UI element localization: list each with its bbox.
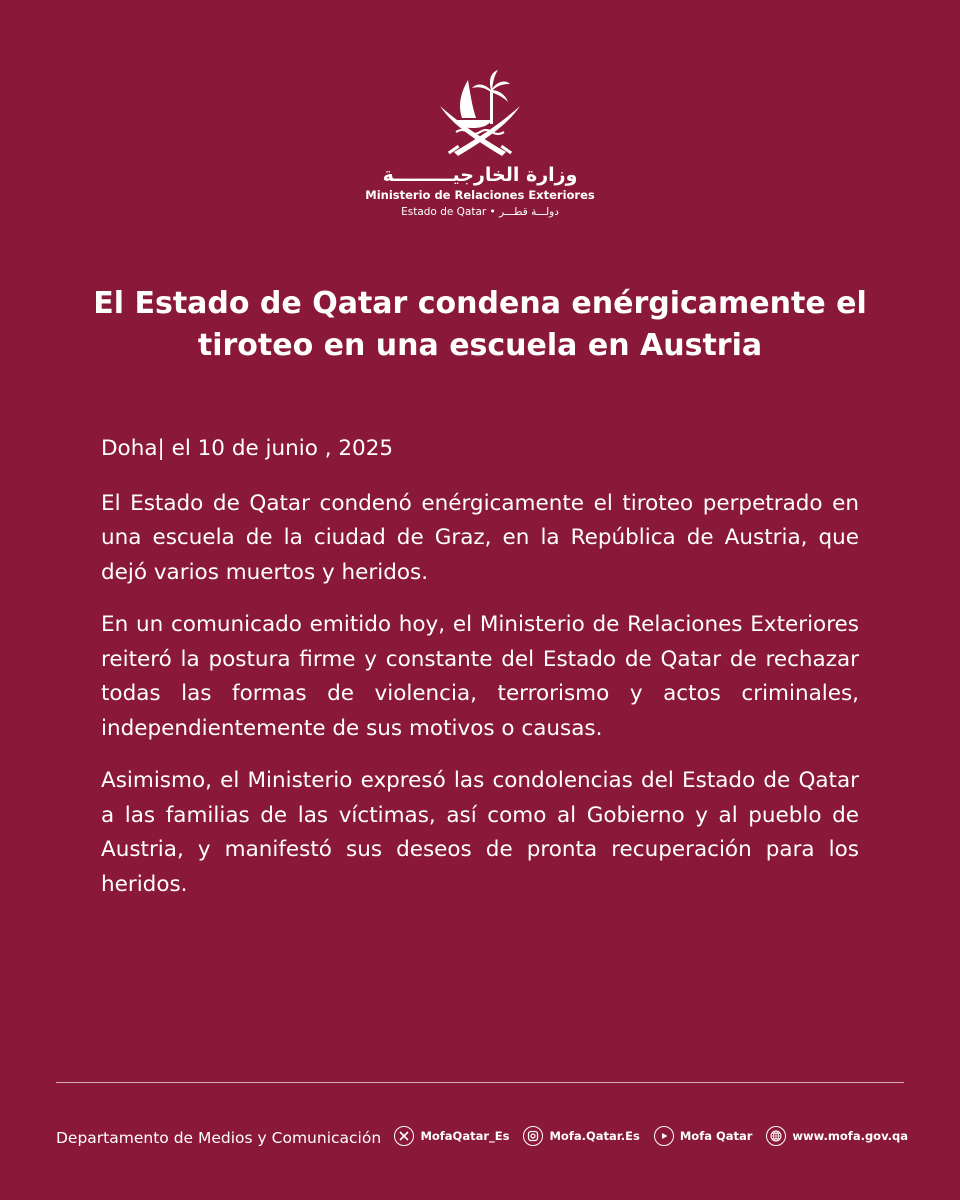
instagram-handle: Mofa.Qatar.Es	[549, 1129, 640, 1143]
website-link[interactable]	[766, 1126, 908, 1146]
social-links	[394, 1126, 908, 1146]
instagram-link[interactable]	[523, 1126, 639, 1146]
x-link[interactable]	[394, 1126, 509, 1146]
instagram-icon	[523, 1126, 543, 1146]
logo-arabic-name: وزارة الخارجيـــــــــة	[382, 164, 578, 186]
dateline: Doha| el 10 de junio , 2025	[101, 436, 394, 461]
logo-state-line: Estado de Qatar • دولـــة قطـــر	[401, 206, 559, 218]
x-icon	[394, 1126, 414, 1146]
globe-icon	[766, 1126, 786, 1146]
youtube-icon	[654, 1126, 674, 1146]
qatar-emblem-icon	[432, 68, 528, 160]
article-body	[101, 432, 859, 920]
logo-ministry-name: Ministerio de Relaciones Exteriores	[365, 188, 595, 202]
website-url: www.mofa.gov.qa	[792, 1129, 908, 1143]
ministry-logo	[0, 68, 960, 218]
x-handle: MofaQatar_Es	[420, 1129, 510, 1143]
department-label: Departamento de Medios y Comunicación	[56, 1129, 382, 1147]
youtube-link[interactable]	[654, 1126, 753, 1146]
paragraph: En un comunicado emitido hoy, el Ministerio de Relaciones Exteriores reiteró la postura firme y constante del Estado de Qatar de rechazar todas las formas de violencia, terrorismo y actos criminales, independientemente de sus motivos o causas.	[101, 612, 859, 741]
footer-divider	[56, 1082, 904, 1083]
youtube-handle: Mofa Qatar	[679, 1129, 753, 1143]
paragraph: Asimismo, el Ministerio expresó las condolencias del Estado de Qatar a las familias de las víctimas, así como al Gobierno y al pueblo de Austria, y manifestó sus deseos de pronta recuperación para los heridos.	[101, 768, 859, 897]
article-title: El Estado de Qatar condena enérgicamente el tiroteo en una escuela en Austria	[93, 286, 867, 363]
paragraph: El Estado de Qatar condenó enérgicamente el tiroteo perpetrado en una escuela de la ciudad de Graz, en la República de Austria, que dejó varios muertos y heridos.	[101, 490, 859, 585]
